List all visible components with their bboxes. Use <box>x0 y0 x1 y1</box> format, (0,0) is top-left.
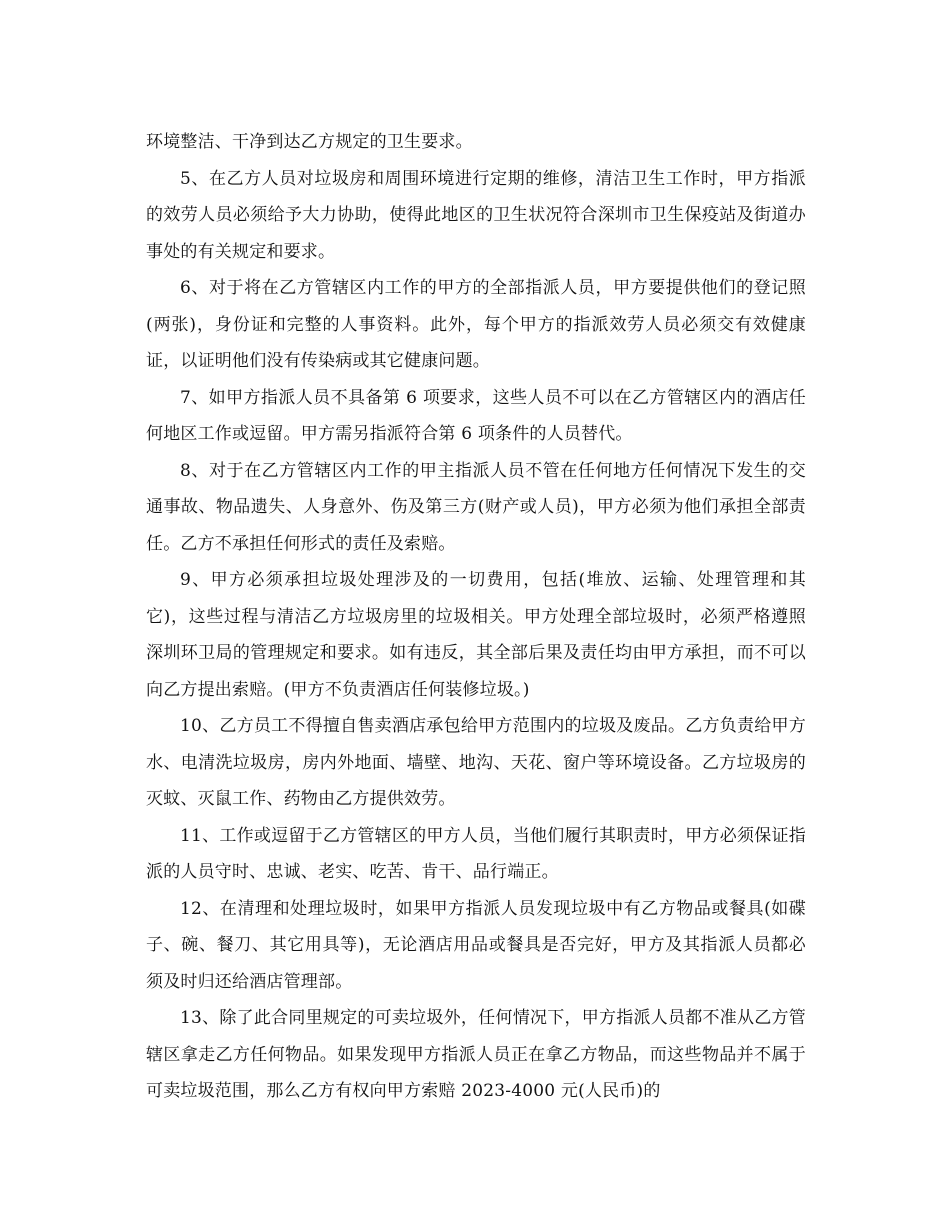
paragraph-item-12 <box>146 891 806 1001</box>
text-line: 8、对于在乙方管辖区内工作的甲主指派人员不管在任何地方任何情况下发 <box>180 460 754 481</box>
text-line: 保证指派的人员守时、忠诚、老实、吃苦、肯干、品行端正。 <box>146 825 806 882</box>
text-line: 给甲方水、电清洗垃圾房，房内外地面、墙壁、地沟、天花、窗户等环境设备。 <box>146 716 806 773</box>
paragraph-item-7 <box>146 380 806 453</box>
text-line: 疫站及街道办事处的有关规定和要求。 <box>146 205 807 262</box>
text-line: 13、除了此合同里规定的可卖垃圾外，任何情况下，甲方指派人员都不准从 <box>180 1008 755 1028</box>
text-line: 乙方垃圾房的灭蚊、灭鼠工作、药物由乙方提供效劳。 <box>146 752 807 809</box>
paragraph-item-5 <box>146 161 806 271</box>
paragraph-item-8 <box>146 453 806 563</box>
text-line: 们承担全部责任。乙方不承担任何形式的责任及索赔。 <box>146 497 806 554</box>
text-line: 10、乙方员工不得擅自售卖酒店承包给甲方范围内的垃圾及废品。乙方负责 <box>180 716 755 736</box>
text-line: 登记照(两张)，身份证和完整的人事资料。此外，每个甲方的指派效劳人员必须 <box>146 278 806 335</box>
text-line: 派人员都必须及时归还给酒店管理部。 <box>146 935 806 992</box>
text-line: 5、在乙方人员对垃圾房和周围环境进行定期的维修，清洁卫生工作时，甲 <box>180 168 754 189</box>
paragraph-continuation <box>146 124 806 161</box>
text-line: 9、甲方必须承担垃圾处理涉及的一切费用，包括(堆放、运输、处理管理和 <box>180 570 789 590</box>
text-line: 严格遵照深圳环卫局的管理规定和要求。如有违反，其全部后果及责任均由甲方 <box>146 606 806 663</box>
text-line: 其它)，这些过程与清洁乙方垃圾房里的垃圾相关。甲方处理全部垃圾时，必须 <box>146 570 806 627</box>
document-body <box>146 124 806 1110</box>
text-line: 承担，而不可以向乙方提出索赔。(甲方不负责酒店任何装修垃圾。) <box>146 643 806 700</box>
text-line: 6、对于将在乙方管辖区内工作的甲方的全部指派人员，甲方要提供他们的 <box>180 278 754 298</box>
text-line: (如碟子、碗、餐刀、其它用具等)，无论酒店用品或餐具是否完好，甲方及其指 <box>146 898 806 955</box>
paragraph-item-11 <box>146 818 806 891</box>
text-line: 12、在清理和处理垃圾时，如果甲方指派人员发现垃圾中有乙方物品或餐具 <box>180 898 765 919</box>
text-line: 11、工作或逗留于乙方管辖区的甲方人员，当他们履行其职责时，甲方必须 <box>180 825 755 846</box>
paragraph-item-6 <box>146 270 806 380</box>
text-line: 物品并不属于可卖垃圾范围，那么乙方有权向甲方索赔 2023-4000 元(人民币)的 <box>146 1044 807 1101</box>
text-line: 方指派的效劳人员必须给予大力协助，使得此地区的卫生状况符合深圳市卫生保 <box>146 168 806 225</box>
text-line: 乙方管辖区拿走乙方任何物品。如果发现甲方指派人员正在拿乙方物品，而这些 <box>146 1008 806 1065</box>
text-line: 7、如甲方指派人员不具备第 6 项要求，这些人员不可以在乙方管辖区内的酒 <box>180 387 772 408</box>
text-line: 店任何地区工作或逗留。甲方需另指派符合第 6 项条件的人员替代。 <box>146 387 806 444</box>
paragraph-item-9 <box>146 562 806 708</box>
text-line: 交有效健康证，以证明他们没有传染病或其它健康问题。 <box>146 314 806 371</box>
paragraph-item-13 <box>146 1000 806 1110</box>
paragraph-item-10 <box>146 708 806 818</box>
text-line: 环境整洁、干净到达乙方规定的卫生要求。 <box>146 132 473 152</box>
text-line: 生的交通事故、物品遗失、人身意外、伤及第三方(财产或人员)，甲方必须为他 <box>146 460 806 517</box>
